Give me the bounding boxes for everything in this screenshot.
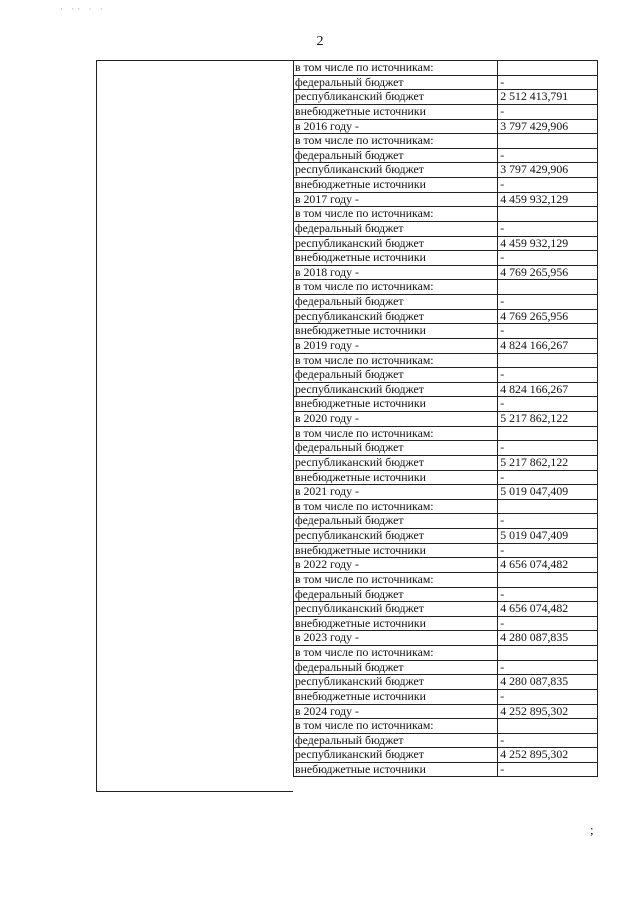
row-label: в том числе по источникам: xyxy=(293,573,497,587)
row-label: в том числе по источникам: xyxy=(293,61,497,75)
row-label: федеральный бюджет xyxy=(293,149,497,163)
row-label: республиканский бюджет xyxy=(293,456,497,470)
scan-specks: · ·· · · xyxy=(60,4,106,14)
row-label: в том числе по источникам: xyxy=(293,719,497,733)
table-row xyxy=(293,660,598,675)
table-row xyxy=(293,75,598,90)
row-value xyxy=(497,646,598,660)
row-value xyxy=(497,354,598,368)
row-value: - xyxy=(497,105,598,119)
row-label: федеральный бюджет xyxy=(293,441,497,455)
table-row xyxy=(293,323,598,338)
row-value: 4 280 087,835 xyxy=(497,631,598,645)
row-label: федеральный бюджет xyxy=(293,734,497,748)
row-value: - xyxy=(497,222,598,236)
row-value: 4 459 932,129 xyxy=(497,237,598,251)
row-label: в том числе по источникам: xyxy=(293,207,497,221)
table-row xyxy=(293,718,598,733)
row-value: 4 280 087,835 xyxy=(497,675,598,689)
row-label: федеральный бюджет xyxy=(293,295,497,309)
row-label: в 2018 году - xyxy=(293,266,497,280)
table-row xyxy=(293,587,598,602)
row-value: - xyxy=(497,617,598,631)
row-value: - xyxy=(497,178,598,192)
page-number: 2 xyxy=(316,34,324,49)
row-value: - xyxy=(497,734,598,748)
row-value: 4 824 166,267 xyxy=(497,339,598,353)
table-row xyxy=(293,177,598,192)
table-row xyxy=(293,206,598,221)
table-row xyxy=(293,60,598,75)
row-label: федеральный бюджет xyxy=(293,76,497,90)
row-label: внебюджетные источники xyxy=(293,105,497,119)
row-value: 4 769 265,956 xyxy=(497,266,598,280)
row-value: 4 656 074,482 xyxy=(497,602,598,616)
row-label: в том числе по источникам: xyxy=(293,280,497,294)
row-value: - xyxy=(497,514,598,528)
table-row xyxy=(293,601,598,616)
table-row xyxy=(293,148,598,163)
row-value: 3 797 429,906 xyxy=(497,163,598,177)
table-row xyxy=(293,630,598,645)
row-value: 2 512 413,791 xyxy=(497,90,598,104)
row-label: в 2022 году - xyxy=(293,558,497,572)
table-row xyxy=(293,440,598,455)
row-label: федеральный бюджет xyxy=(293,661,497,675)
table-row xyxy=(293,236,598,251)
table-row xyxy=(293,162,598,177)
row-label: республиканский бюджет xyxy=(293,383,497,397)
row-label: федеральный бюджет xyxy=(293,514,497,528)
row-label: внебюджетные источники xyxy=(293,471,497,485)
table-row xyxy=(293,367,598,382)
table-row xyxy=(293,689,598,704)
row-label: внебюджетные источники xyxy=(293,324,497,338)
table-row xyxy=(293,119,598,134)
row-value xyxy=(497,134,598,148)
row-label: в 2017 году - xyxy=(293,193,497,207)
table-row xyxy=(293,470,598,485)
row-value: 5 019 047,409 xyxy=(497,485,598,499)
table-rows xyxy=(293,60,598,777)
table-row xyxy=(293,499,598,514)
row-label: в том числе по источникам: xyxy=(293,134,497,148)
table-row xyxy=(293,674,598,689)
row-label: внебюджетные источники xyxy=(293,251,497,265)
row-value: 4 769 265,956 xyxy=(497,310,598,324)
row-label: в том числе по источникам: xyxy=(293,427,497,441)
row-value: - xyxy=(497,397,598,411)
row-label: внебюджетные источники xyxy=(293,178,497,192)
row-label: республиканский бюджет xyxy=(293,529,497,543)
row-value: - xyxy=(497,441,598,455)
row-value: - xyxy=(497,76,598,90)
row-label: в 2016 году - xyxy=(293,120,497,134)
row-label: республиканский бюджет xyxy=(293,748,497,762)
table-row xyxy=(293,338,598,353)
table-row xyxy=(293,513,598,528)
row-label: в 2023 году - xyxy=(293,631,497,645)
table-row xyxy=(293,426,598,441)
row-label: республиканский бюджет xyxy=(293,237,497,251)
row-value: 5 019 047,409 xyxy=(497,529,598,543)
row-value: 3 797 429,906 xyxy=(497,120,598,134)
table-row xyxy=(293,704,598,719)
table-row xyxy=(293,572,598,587)
table-row xyxy=(293,279,598,294)
funding-table xyxy=(96,60,598,792)
row-label: федеральный бюджет xyxy=(293,222,497,236)
table-row xyxy=(293,192,598,207)
table-row xyxy=(293,265,598,280)
row-label: внебюджетные источники xyxy=(293,763,497,776)
row-label: республиканский бюджет xyxy=(293,602,497,616)
row-label: республиканский бюджет xyxy=(293,675,497,689)
table-row xyxy=(293,396,598,411)
row-label: внебюджетные источники xyxy=(293,397,497,411)
table-row xyxy=(293,294,598,309)
row-value: 4 656 074,482 xyxy=(497,558,598,572)
row-label: в том числе по источникам: xyxy=(293,500,497,514)
row-value: - xyxy=(497,471,598,485)
row-value: - xyxy=(497,368,598,382)
row-value xyxy=(497,500,598,514)
row-value: - xyxy=(497,763,598,776)
table-row xyxy=(293,133,598,148)
row-label: внебюджетные источники xyxy=(293,617,497,631)
table-row xyxy=(293,762,598,777)
row-value xyxy=(497,573,598,587)
table-row xyxy=(293,733,598,748)
row-label: в 2021 году - xyxy=(293,485,497,499)
row-label: в том числе по источникам: xyxy=(293,646,497,660)
row-value: - xyxy=(497,544,598,558)
row-label: республиканский бюджет xyxy=(293,310,497,324)
table-row xyxy=(293,353,598,368)
row-label: внебюджетные источники xyxy=(293,544,497,558)
table-row xyxy=(293,484,598,499)
row-label: федеральный бюджет xyxy=(293,588,497,602)
row-value xyxy=(497,719,598,733)
row-label: республиканский бюджет xyxy=(293,163,497,177)
row-label: в 2019 году - xyxy=(293,339,497,353)
table-row xyxy=(293,645,598,660)
trailing-mark: ; xyxy=(590,822,594,837)
table-row xyxy=(293,557,598,572)
table-row xyxy=(293,455,598,470)
row-value: 4 459 932,129 xyxy=(497,193,598,207)
row-value xyxy=(497,427,598,441)
row-value xyxy=(497,280,598,294)
table-row xyxy=(293,747,598,762)
table-row xyxy=(293,309,598,324)
row-value: - xyxy=(497,690,598,704)
table-row xyxy=(293,528,598,543)
table-row xyxy=(293,104,598,119)
table-row xyxy=(293,616,598,631)
table-row xyxy=(293,411,598,426)
row-value: 4 824 166,267 xyxy=(497,383,598,397)
table-row xyxy=(293,543,598,558)
row-value: 4 252 895,302 xyxy=(497,748,598,762)
row-label: в 2020 году - xyxy=(293,412,497,426)
table-row xyxy=(293,382,598,397)
table-row xyxy=(293,89,598,104)
row-label: внебюджетные источники xyxy=(293,690,497,704)
row-label: федеральный бюджет xyxy=(293,368,497,382)
table-row xyxy=(293,250,598,265)
row-label: в том числе по источникам: xyxy=(293,354,497,368)
row-label: в 2024 году - xyxy=(293,705,497,719)
row-value: 5 217 862,122 xyxy=(497,412,598,426)
row-label: республиканский бюджет xyxy=(293,90,497,104)
table-left-column xyxy=(96,60,293,792)
row-value: - xyxy=(497,661,598,675)
row-value: - xyxy=(497,251,598,265)
row-value: 4 252 895,302 xyxy=(497,705,598,719)
row-value: - xyxy=(497,588,598,602)
row-value: - xyxy=(497,149,598,163)
row-value xyxy=(497,207,598,221)
row-value: 5 217 862,122 xyxy=(497,456,598,470)
table-row xyxy=(293,221,598,236)
row-value xyxy=(497,61,598,75)
row-value: - xyxy=(497,295,598,309)
row-value: - xyxy=(497,324,598,338)
